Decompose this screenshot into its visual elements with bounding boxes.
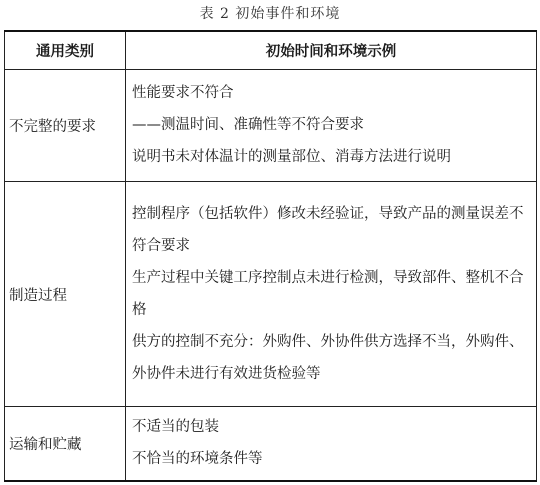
row-examples [126, 182, 537, 407]
example-line: ——测温时间、准确性等不符合要求 [132, 117, 364, 133]
table-header-row [5, 31, 537, 70]
header-examples: 初始时间和环境示例 [126, 31, 537, 70]
example-line: 生产过程中关键工序控制点未进行检测，导致部件、整机不合格 [132, 269, 524, 318]
table-caption: 表 2 初始事件和环境 [199, 6, 341, 22]
example-line: 性能要求不符合 [132, 85, 234, 101]
row-category: 运输和贮藏 [5, 407, 126, 482]
row-category: 不完整的要求 [5, 70, 126, 182]
example-line: 供方的控制不充分：外购件、外协件供方选择不当，外购件、外协件未进行有效进货检验等 [132, 333, 524, 382]
example-line: 不适当的包装 [132, 419, 219, 435]
example-line: 说明书未对体温计的测量部位、消毒方法进行说明 [132, 149, 451, 165]
table-row [5, 70, 537, 182]
table-row [5, 407, 537, 482]
example-line: 不恰当的环境条件等 [132, 451, 263, 467]
row-category: 制造过程 [5, 182, 126, 407]
row-examples [126, 70, 537, 182]
table-row [5, 182, 537, 407]
events-table [4, 30, 537, 482]
row-examples [126, 407, 537, 482]
header-category: 通用类别 [5, 31, 126, 70]
example-line: 控制程序（包括软件）修改未经验证，导致产品的测量误差不符合要求 [132, 205, 524, 254]
